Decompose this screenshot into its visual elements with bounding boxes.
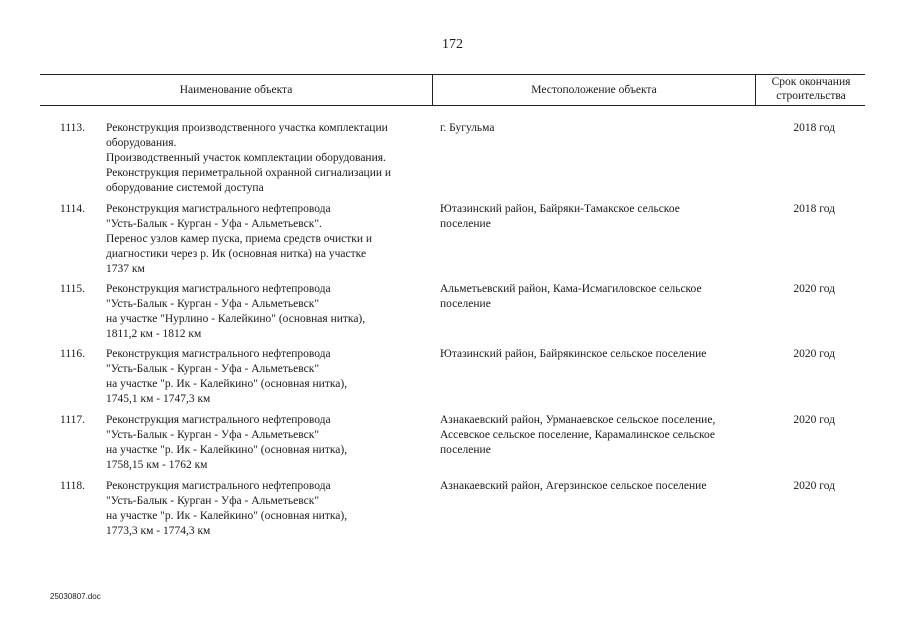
object-location (440, 121, 760, 136)
object-location (440, 413, 760, 458)
completion-year: 2020 год (793, 348, 835, 360)
object-name-line: на участке "р. Ик - Калейкино" (основная нитка), (106, 444, 348, 456)
completion-year: 2018 год (793, 122, 835, 134)
object-name-line: 1745,1 км - 1747,3 км (106, 393, 211, 405)
header-col-deadline-line2: строительства (776, 90, 846, 102)
object-name-line: оборудование системой доступа (106, 182, 264, 194)
object-name-line: "Усть-Балык - Курган - Уфа - Альметьевск" (106, 363, 320, 375)
object-name-line: Производственный участок комплектации оборудования. (106, 152, 386, 164)
object-name-line: Реконструкция магистрального нефтепровода (106, 348, 331, 360)
header-col-location: Местоположение объекта (531, 84, 657, 96)
object-name-line: Реконструкция периметральной охранной сигнализации и (106, 167, 392, 179)
object-name-line: Перенос узлов камер пуска, приема средств очистки и (106, 233, 373, 245)
object-location-line: Азнакаевский район, Урманаевское сельское поселение, (440, 414, 716, 426)
page-number: 172 (442, 37, 463, 52)
object-name-line: диагностики через р. Ик (основная нитка) на участке (106, 248, 367, 260)
object-location-line: Альметьевский район, Кама-Исмагиловское сельское (440, 283, 702, 295)
object-location-line: Азнакаевский район, Агерзинское сельское поселение (440, 480, 707, 492)
completion-year: 2020 год (793, 414, 835, 426)
object-name (106, 121, 431, 196)
object-name-line: "Усть-Балык - Курган - Уфа - Альметьевск" (106, 298, 320, 310)
object-name-line: Реконструкция производственного участка комплектации (106, 122, 388, 134)
object-location (440, 282, 760, 312)
object-location-line: г. Бугульма (440, 122, 495, 134)
header-col-deadline-line1: Срок окончания (771, 76, 851, 88)
row-number: 1117. (60, 414, 86, 426)
object-name-line: на участке "Нурлино - Калейкино" (основная нитка), (106, 313, 366, 325)
row-number: 1113. (60, 122, 86, 134)
object-name-line: на участке "р. Ик - Калейкино" (основная нитка), (106, 510, 348, 522)
completion-year: 2020 год (793, 480, 835, 492)
table-header (40, 74, 865, 107)
object-name (106, 479, 431, 539)
object-name-line: "Усть-Балык - Курган - Уфа - Альметьевск" (106, 429, 320, 441)
completion-year: 2020 год (793, 283, 835, 295)
header-col-deadline (756, 75, 866, 103)
object-location (440, 347, 760, 362)
object-name-line: Реконструкция магистрального нефтепровода (106, 203, 331, 215)
object-name-line: оборудования. (106, 137, 177, 149)
completion-year: 2018 год (793, 203, 835, 215)
object-name (106, 282, 431, 342)
object-name-line: Реконструкция магистрального нефтепровода (106, 283, 331, 295)
object-location-line: Ютазинский район, Байряки-Тамакское сельское (440, 203, 680, 215)
header-top-rule (40, 74, 865, 75)
object-name-line: Реконструкция магистрального нефтепровода (106, 414, 331, 426)
row-number: 1115. (60, 283, 86, 295)
object-name-line: 1811,2 км - 1812 км (106, 328, 202, 340)
object-name (106, 347, 431, 407)
object-name-line: 1758,15 км - 1762 км (106, 459, 208, 471)
row-number: 1116. (60, 348, 86, 360)
object-name (106, 202, 431, 277)
document-filename: 25030807.doc (50, 592, 101, 601)
object-location-line: поселение (440, 218, 491, 230)
row-number: 1118. (60, 480, 86, 492)
object-name-line: 1773,3 км - 1774,3 км (106, 525, 211, 537)
object-location-line: поселение (440, 444, 491, 456)
object-name-line: на участке "р. Ик - Калейкино" (основная нитка), (106, 378, 348, 390)
object-location (440, 479, 760, 494)
object-location-line: Ютазинский район, Байрякинское сельское поселение (440, 348, 707, 360)
header-bottom-rule (40, 105, 865, 106)
object-name (106, 413, 431, 473)
object-name-line: 1737 км (106, 263, 145, 275)
object-location (440, 202, 760, 232)
object-location-line: Ассевское сельское поселение, Карамалинское сельское (440, 429, 716, 441)
row-number: 1114. (60, 203, 86, 215)
object-name-line: Реконструкция магистрального нефтепровода (106, 480, 331, 492)
object-location-line: поселение (440, 298, 491, 310)
object-name-line: "Усть-Балык - Курган - Уфа - Альметьевск". (106, 218, 322, 230)
object-name-line: "Усть-Балык - Курган - Уфа - Альметьевск" (106, 495, 320, 507)
header-col-name: Наименование объекта (179, 84, 293, 96)
